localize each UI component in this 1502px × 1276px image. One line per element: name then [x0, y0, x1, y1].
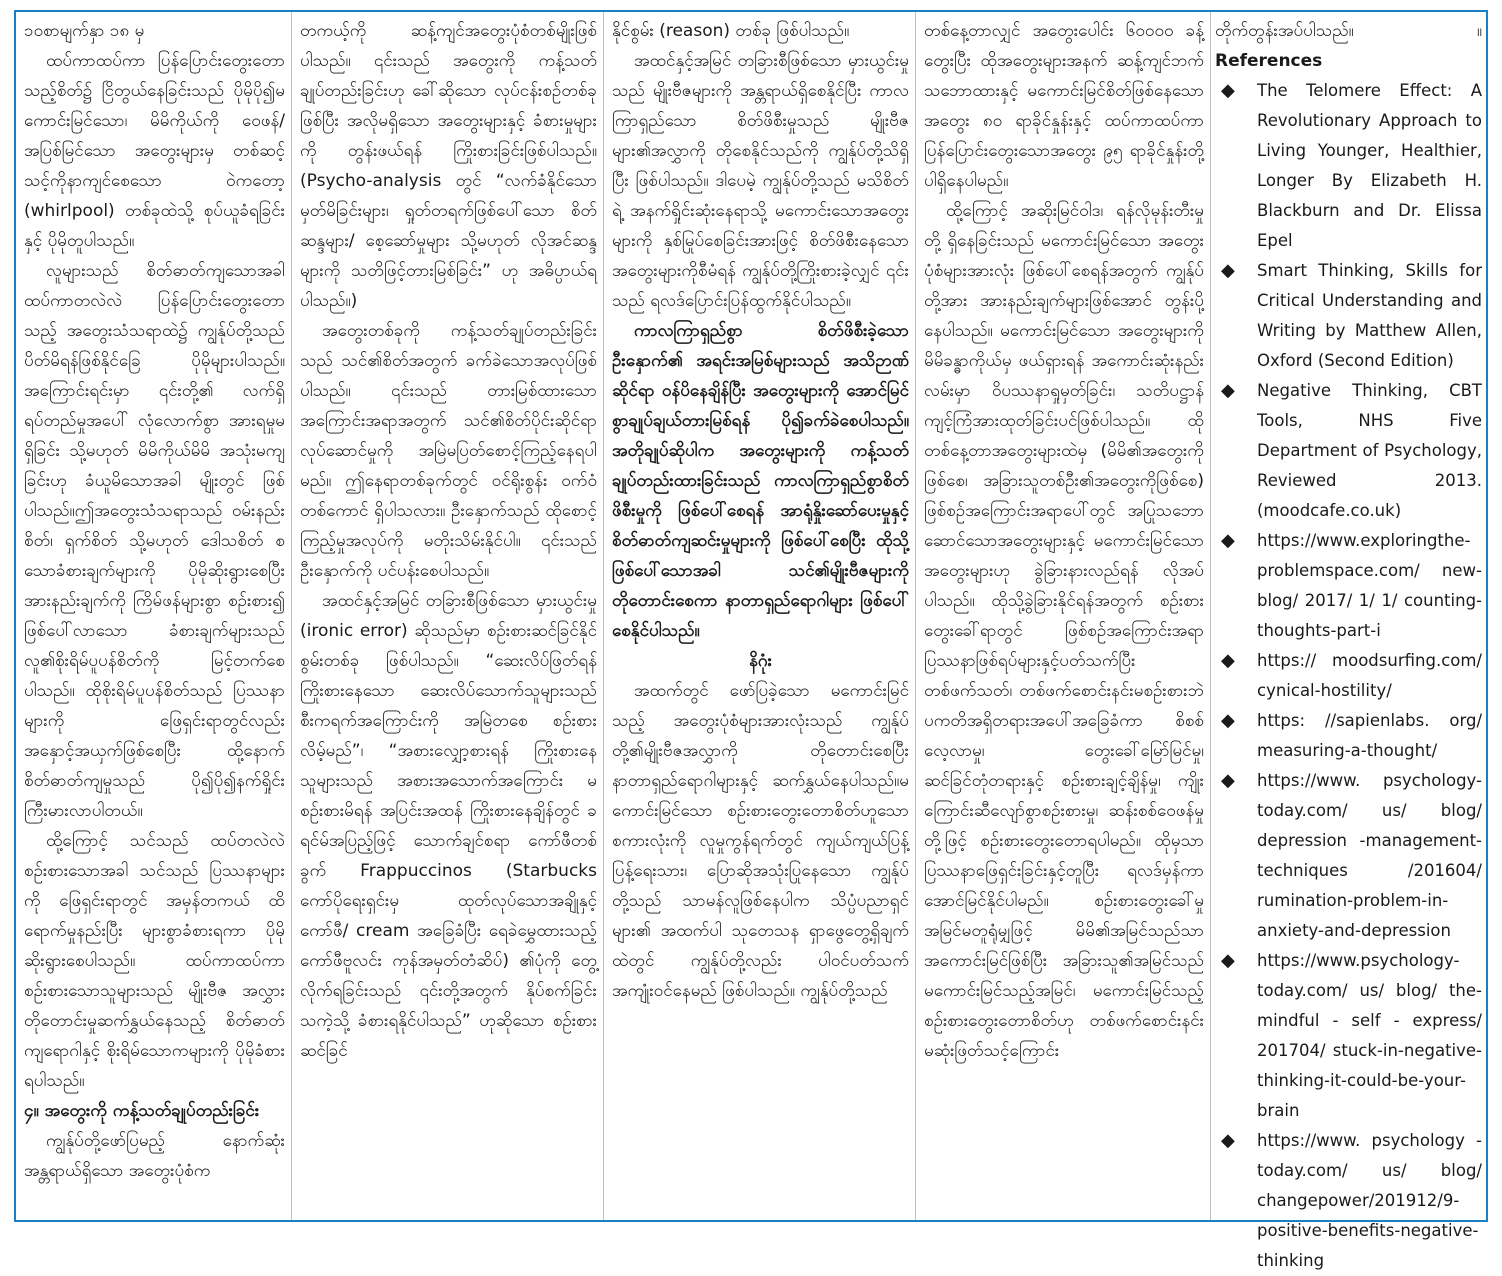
paragraph: အထင်နှင့်အမြင် တခြားစီဖြစ်သော မှားယွင်းမှုသည် မျိုးဗီဇများကို အန္တရာယ်ရှိစေနိုင်ပြီး ကာလကြာရှည်သော စိတ်ဖိစီးမှုသည် မျိုးဗီဇများ၏အလွှာကို တိုစေနိုင်သည်ကို ကျွန်ုပ်တို့သိရှိပြီး ဖြစ်ပါသည်။ ဒါပေမဲ့ ကျွန်ုပ်တို့သည် မသိစိတ်ရဲ့ အနက်ရှိုင်းဆုံးနေရာသို့ မကောင်းသောအတွေးများကို နှစ်မြုပ်စေခြင်းအားဖြင့် စိတ်ဖိစီးနေသောအတွေးများကိုစီမံရန် ကျွန်ုပ်တို့ကြိုးစားခဲ့လျှင် ၎င်းသည် ရလဒ်ပြောင်းပြန်ထွက်နိုင်ပါသည်။	[612, 51, 909, 311]
diamond-bullet-icon: ◆	[1221, 950, 1235, 971]
paragraph: တစ်နေ့တာလျှင် အတွေးပေါင်း ၆၀၀၀၀ ခန့်တွေးပြီး ထိုအတွေးများအနက် ဆန့်ကျင်ဘက် သဘောထားနှင့် မကောင်းမြင်စိတ်ဖြစ်နေသော အတွေး ၈၀ ရာခိုင်နှုန်းနှင့် ထပ်ကာထပ်ကာ ပြန်ပြောင်းတွေးသောအတွေး ၉၅ ရာခိုင်နှုန်းတို့ ပါရှိနေပါမည်။	[924, 21, 1204, 191]
paragraph: ထို့ကြောင့် အဆိုးမြင်ဝါဒ၊ ရန်လိုမုန်းတီးမှုတို့ ရှိနေခြင်းသည် မကောင်းမြင်သော အတွေးပုံစံများအားလုံး ဖြစ်ပေါ်စေရန်အတွက် ကျွန်ုပ်တို့အား အားနည်းချက်များဖြစ်အောင် တွန်းပို့နေပါသည်။ မကောင်းမြင်သော အတွေးများကို မိမိခန္ဓာကိုယ်မှ ဖယ်ရှားရန် အကောင်းဆုံးနည်းလမ်းမှာ ဝိပဿနာရှုမှတ်ခြင်း၊ သတိပဋ္ဌာန် ကျင့်ကြံအားထုတ်ခြင်းပင်ဖြစ်ပါသည်။ ထိုတစ်နေ့တာအတွေးများထဲမှ (မိမိ၏အတွေးကိုဖြစ်စေ၊ အခြားသူတစ်ဦး၏အတွေးကိုဖြစ်စေ) ဖြစ်စဉ်အကြောင်းအရာပေါ်တွင် အပြုသဘော ဆောင်သောအတွေးများနှင့် မကောင်းမြင်သောအတွေးများဟု ခွဲခြားနားလည်ရန် လိုအပ်ပါသည်။ ထိုသို့ခွဲခြားနိုင်ရန်အတွက် စဉ်းစားတွေးခေါ်ရာတွင် ဖြစ်စဉ်အကြောင်းအရာ ပြဿနာဖြစ်ရပ်များနှင့်ပတ်သက်ပြီး တစ်ဖက်သတ်၊ တစ်ဖက်စောင်းနင်းမစဉ်းစားဘဲ ပကတိအရှိတရားအပေါ်အခြေခံကာ စိစစ်လေ့လာမှု၊ တွေးခေါ်မြော်မြင်မှု၊ ဆင်ခြင်တုံတရားနှင့် စဉ်းစားချင့်ချိန်မှု၊ ကျိုးကြောင်းဆီလျော်စွာစဉ်းစားမှု၊ ဆန်းစစ်ဝေဖန်မှုတို့ဖြင့် စဉ်းစားတွေးတောရပါမည်။ ထိုမှသာ ပြဿနာဖြေရှင်းခြင်းနှင့်တူပြီး ရလဒ်မှန်ကာ အောင်မြင်နိုင်ပါမည်။ စဉ်းစားတွေးခေါ်မှု အမြင်မတူရုံမျှဖြင့် မိမိ၏အမြင်သည်သာ အကောင်းမြင်ဖြစ်ပြီး အခြားသူ၏အမြင်သည် မကောင်းမြင်သည့်အမြင်၊ မကောင်းမြင်သည့် စဉ်းစားတွေးတောစိတ်ဟု တစ်ဖက်စောင်းနင်း မဆုံးဖြတ်သင့်ကြောင်း	[924, 201, 1204, 1061]
references-heading: References	[1215, 51, 1323, 71]
reference-item: ◆ The Telomere Effect: A Revolutionary Approach to Living Younger, Healthier, Longer By Elizabeth H. Blackburn and Dr. Elissa Epel	[1215, 76, 1482, 256]
diamond-bullet-icon: ◆	[1221, 1130, 1235, 1151]
reference-item: ◆ https://www.psychology-today.com/ us/ blog/ the-mindful - self - express/ 201704/ stuck-in-negative-thinking-it-could-be-your-brain	[1215, 946, 1482, 1126]
paragraph: နိုင်စွမ်း (reason) တစ်ခု ဖြစ်ပါသည်။	[612, 21, 850, 41]
reference-item: ◆ https:// moodsurfing.com/ cynical-hostility/	[1215, 646, 1482, 706]
reference-item: ◆ Negative Thinking, CBT Tools, NHS Five Department of Psychology, Reviewed 2013. (moodcafe.co.uk)	[1215, 376, 1482, 526]
end-mark: ။	[1476, 21, 1482, 41]
diamond-bullet-icon: ◆	[1221, 650, 1235, 671]
reference-item: ◆ https://www.exploringthe-problemspace.com/ new-blog/ 2017/ 1/ 1/ counting-thoughts-part-i	[1215, 526, 1482, 646]
column-5-top-line	[1215, 16, 1482, 46]
article-frame	[14, 10, 1488, 1270]
column-2	[291, 12, 603, 1220]
diamond-bullet-icon: ◆	[1221, 710, 1235, 731]
reference-item: ◆ https: //sapienlabs. org/ measuring-a-thought/	[1215, 706, 1482, 766]
paragraph: ထို့ကြောင့် သင်သည် ထပ်တလဲလဲ စဉ်းစားသောအခါ သင်သည် ပြဿနာများကို ဖြေရှင်းရာတွင် အမှန်တကယ် ထိရောက်မှုနည်းပြီး များစွာခံစားရကာ ပိုမိုဆိုးရွားစေပါသည်။ ထပ်ကာထပ်ကာ စဉ်းစားသောသူများသည် မျိုးဗီဇ အလွှား တိုတောင်းမှုဆက်နွှယ်နေသည့် စိတ်ဓာတ်ကျရောဂါနှင့် စိုးရိမ်သောကများကို ပိုမိုခံစားရပါသည်။	[24, 831, 285, 1091]
closing-text: တိုက်တွန်းအပ်ပါသည်။	[1215, 21, 1354, 41]
references-list	[1215, 76, 1482, 1276]
reference-item: ◆ https://www. psychology-today.com/ us/ blog/ depression -management-techniques /201604/ rumination-problem-in-anxiety-and-depression	[1215, 766, 1482, 946]
diamond-bullet-icon: ◆	[1221, 770, 1235, 791]
diamond-bullet-icon: ◆	[1221, 80, 1235, 101]
column-4	[915, 12, 1210, 1220]
diamond-bullet-icon: ◆	[1221, 260, 1235, 281]
section-heading-conclusion: နိဂုံး	[749, 651, 772, 671]
paragraph: ကျွန်ုပ်တို့ဖော်ပြမည့် နောက်ဆုံးအန္တရာယ်ရှိသော အတွေးပုံစံက	[24, 1131, 285, 1181]
paragraph-bold: ကာလကြာရှည်စွာ စိတ်ဖိစီးခဲ့သော ဦးနှောက်၏ အရင်းအမြစ်များသည် အသိဉာဏ်ဆိုင်ရာ ဝန်ပိနေချိန်ပြီး အတွေးများကို အောင်မြင်စွာချုပ်ချယ်တားမြစ်ရန် ပို၍ခက်ခဲစေပါသည်။ အတိုချုပ်ဆိုပါက အတွေးများကို ကန့်သတ်ချုပ်တည်းထားခြင်းသည် ကာလကြာရှည်စွာစိတ်ဖိစီးမှုကို ဖြစ်ပေါ်စေရန် အာရုံနှိုးဆော်ပေးမှုနှင့် စိတ်ဓာတ်ကျဆင်းမှုများကို ဖြစ်ပေါ်စေပြီး ထိုသို့ဖြစ်ပေါ်သောအခါ သင်၏မျိုးဗီဇများကို တိုတောင်းစေကာ နာတာရှည်ရောဂါများ ဖြစ်ပေါ်စေနိုင်ပါသည်။	[612, 321, 909, 641]
diamond-bullet-icon: ◆	[1221, 380, 1235, 401]
continuation-label: ၁၀စာမျက်နှာ ၁၈ မှ	[24, 21, 145, 41]
paragraph: အတွေးတစ်ခုကို ကန့်သတ်ချုပ်တည်းခြင်းသည် သင်၏စိတ်အတွက် ခက်ခဲသောအလုပ်ဖြစ်ပါသည်။ ၎င်းသည် တားမြစ်ထားသော အကြောင်းအရာအတွက် သင်၏စိတ်ပိုင်းဆိုင်ရာ လုပ်ဆောင်မှုကို အမြဲမပြတ်စောင့်ကြည့်နေရပါမည်။ ဤနေရာတစ်ခုက်တွင် ဝင်ရိုးစွန်း ဝက်ဝံတစ်ကောင် ရှိပါသလား။ ဦးနှောက်သည် ထိုစောင့်ကြည့်မှုအလုပ်ကို မတိုးသိမ်းနိုင်ပါ။ ၎င်းသည် ဦးနှောက်ကို ပင်ပန်းစေပါသည်။	[300, 321, 597, 581]
paragraph: တကယ့်ကို ဆန့်ကျင်အတွေးပုံစံတစ်မျိုးဖြစ်ပါသည်။ ၎င်းသည် အတွေးကို ကန့်သတ်ချုပ်တည်းခြင်းဟု ခေါ်ဆိုသော လုပ်ငန်းစဉ်တစ်ခုဖြစ်ပြီး အလိုမရှိသော အတွေးများနှင့် ခံစားမှုများကို တွန်းဖယ်ရန် ကြိုးစားခြင်းဖြစ်ပါသည်။ (Psycho-analysis တွင် “လက်ခံနိုင်သော မှတ်မိခြင်းများ၊ ရှုတ်တရက်ဖြစ်ပေါ်သော စိတ်ဆန္ဒများ/ စေ့ဆော်မှုများ သို့မဟုတ် လိုအင်ဆန္ဒများကို သတိဖြင့်တားမြစ်ခြင်း” ဟု အဓိပ္ပာယ်ရပါသည်။)	[300, 21, 597, 311]
reference-item: ◆ https://www. psychology - today.com/ us/ blog/ changepower/201912/9-positive-benefits-negative-thinking	[1215, 1126, 1482, 1276]
column-3	[603, 12, 915, 1220]
paragraph: ထပ်ကာထပ်ကာ ပြန်ပြောင်းတွေးတောသည့်စိတ်၌ ငြိတွယ်နေခြင်းသည် ပိုမိုပို၍မကောင်းမြင်သော၊ မိမိကိုယ်ကို ဝေဖန်/ အပြစ်မြင်သော အတွေးများမှ တစ်ဆင့် သင့်ကိုနာကျင်စေသော ဝဲကတော့ (whirlpool) တစ်ခုထဲသို့ စုပ်ယူခံရခြင်းနှင့် ပိုမိုတူပါသည်။	[24, 51, 285, 251]
diamond-bullet-icon: ◆	[1221, 530, 1235, 551]
paragraph: အထက်တွင် ဖော်ပြခဲ့သော မကောင်းမြင်သည့် အတွေးပုံစံများအားလုံးသည် ကျွန်ုပ်တို့၏မျိုးဗီဇအလွှာကို တိုတောင်းစေပြီး နာတာရှည်ရောဂါများနှင့် ဆက်နွှယ်နေပါသည်။မကောင်းမြင်သော စဉ်းစားတွေးတောစိတ်ဟူသော စကားလုံးကို လူမှုကွန်ရက်တွင် ကျယ်ကျယ်ပြန့်ပြန့်ရေးသား၊ ပြောဆိုအသုံးပြုနေသော ကျွန်ုပ်တို့သည် သာမန်လူဖြစ်နေပါက သိပ္ပံပညာရှင်များ၏ အထက်ပါ သုတေသန ရှာဖွေတွေ့ရှိချက်ထဲတွင် ကျွန်ုပ်တို့လည်း ပါဝင်ပတ်သက် အကျုံးဝင်နေမည် ဖြစ်ပါသည်။ ကျွန်ုပ်တို့သည်	[612, 681, 909, 1001]
column-1	[16, 12, 291, 1220]
column-5-references	[1210, 12, 1488, 1270]
paragraph: အထင်နှင့်အမြင် တခြားစီဖြစ်သော မှားယွင်းမှု (ironic error) ဆိုသည်မှာ စဉ်းစားဆင်ခြင်နိုင်စွမ်းတစ်ခု ဖြစ်ပါသည်။ “ဆေးလိပ်ဖြတ်ရန် ကြိုးစားနေသော ဆေးလိပ်သောက်သူများသည် စီးကရက်အကြောင်းကို အမြဲတစေ စဉ်းစားလိမ့်မည်”၊ “အစားလျှော့စားရန် ကြိုးစားနေသူများသည် အစားအသောက်အကြောင်း မစဉ်းစားမိရန် အပြင်းအထန် ကြိုးစားနေချိန်တွင် ခရင်မ်အပြည့်ဖြင့် သောက်ချင်စရာ ကော်ဖီတစ်ခွက် Frappuccinos (Starbucks ကော်ပိုရေးရှင်းမှ ထုတ်လုပ်သောအချိုနှင့် ကော်ဖီ/ cream အခြေခံပြီး ရေခဲမွှေထားသည့် ကော်ဖီဗူလင်း ကုန်အမှတ်တံဆိပ်) ၏ပုံကို တွေ့လိုက်ရခြင်းသည် ၎င်းတို့အတွက် နိုပ်စက်ခြင်းသကဲ့သို့ ခံစားရနိုင်ပါသည်” ဟုဆိုသော စဉ်းစားဆင်ခြင်	[300, 591, 597, 1061]
paragraph: လူများသည် စိတ်ဓာတ်ကျသောအခါ ထပ်ကာတလဲလဲ ပြန်ပြောင်းတွေးတောသည့် အတွေးသံသရာထဲ၌ ကျွန်ုပ်တို့သည် ပိတ်မိရန်ဖြစ်နိုင်ခြေ ပိုမိုများပါသည်။ အကြောင်းရင်းမှာ ၎င်းတို့၏ လက်ရှိရပ်တည်မှုအပေါ် လုံလောက်စွာ အားရမှုမရှိခြင်း သို့မဟုတ် မိမိကိုယ်မိမိ အသုံးမကျခြင်းဟု ခံယူမိသောအခါ မျိုးတွင် ဖြစ်ပါသည်။ဤအတွေးသံသရာသည် ဝမ်းနည်းစိတ်၊ ရှက်စိတ် သို့မဟုတ် ဒေါသစိတ် စသောခံစားချက်များကို ပိုမိုဆိုးရွားစေပြီး အားနည်းချက်ကို ကြိမ်ဖန်များစွာ စဉ်းစား၍ ဖြစ်ပေါ်လာသော ခံစားချက်များသည် လူ၏စိုးရိမ်ပူပန်စိတ်ကို မြင့်တက်စေပါသည်။ ထိုစိုးရိမ်ပူပန်စိတ်သည် ပြဿနာများကို ဖြေရှင်းရာတွင်လည်း အနှောင့်အယှက်ဖြစ်စေပြီး ထို့နောက် စိတ်ဓာတ်ကျမှုသည် ပို၍ပို၍နက်ရှိုင်းကြီးမားလာပါတယ်။	[24, 261, 285, 821]
section-heading: ၄။ အတွေးကို ကန့်သတ်ချုပ်တည်းခြင်း	[24, 1101, 260, 1121]
reference-item: ◆ Smart Thinking, Skills for Critical Understanding and Writing by Matthew Allen, Oxford (Second Edition)	[1215, 256, 1482, 376]
